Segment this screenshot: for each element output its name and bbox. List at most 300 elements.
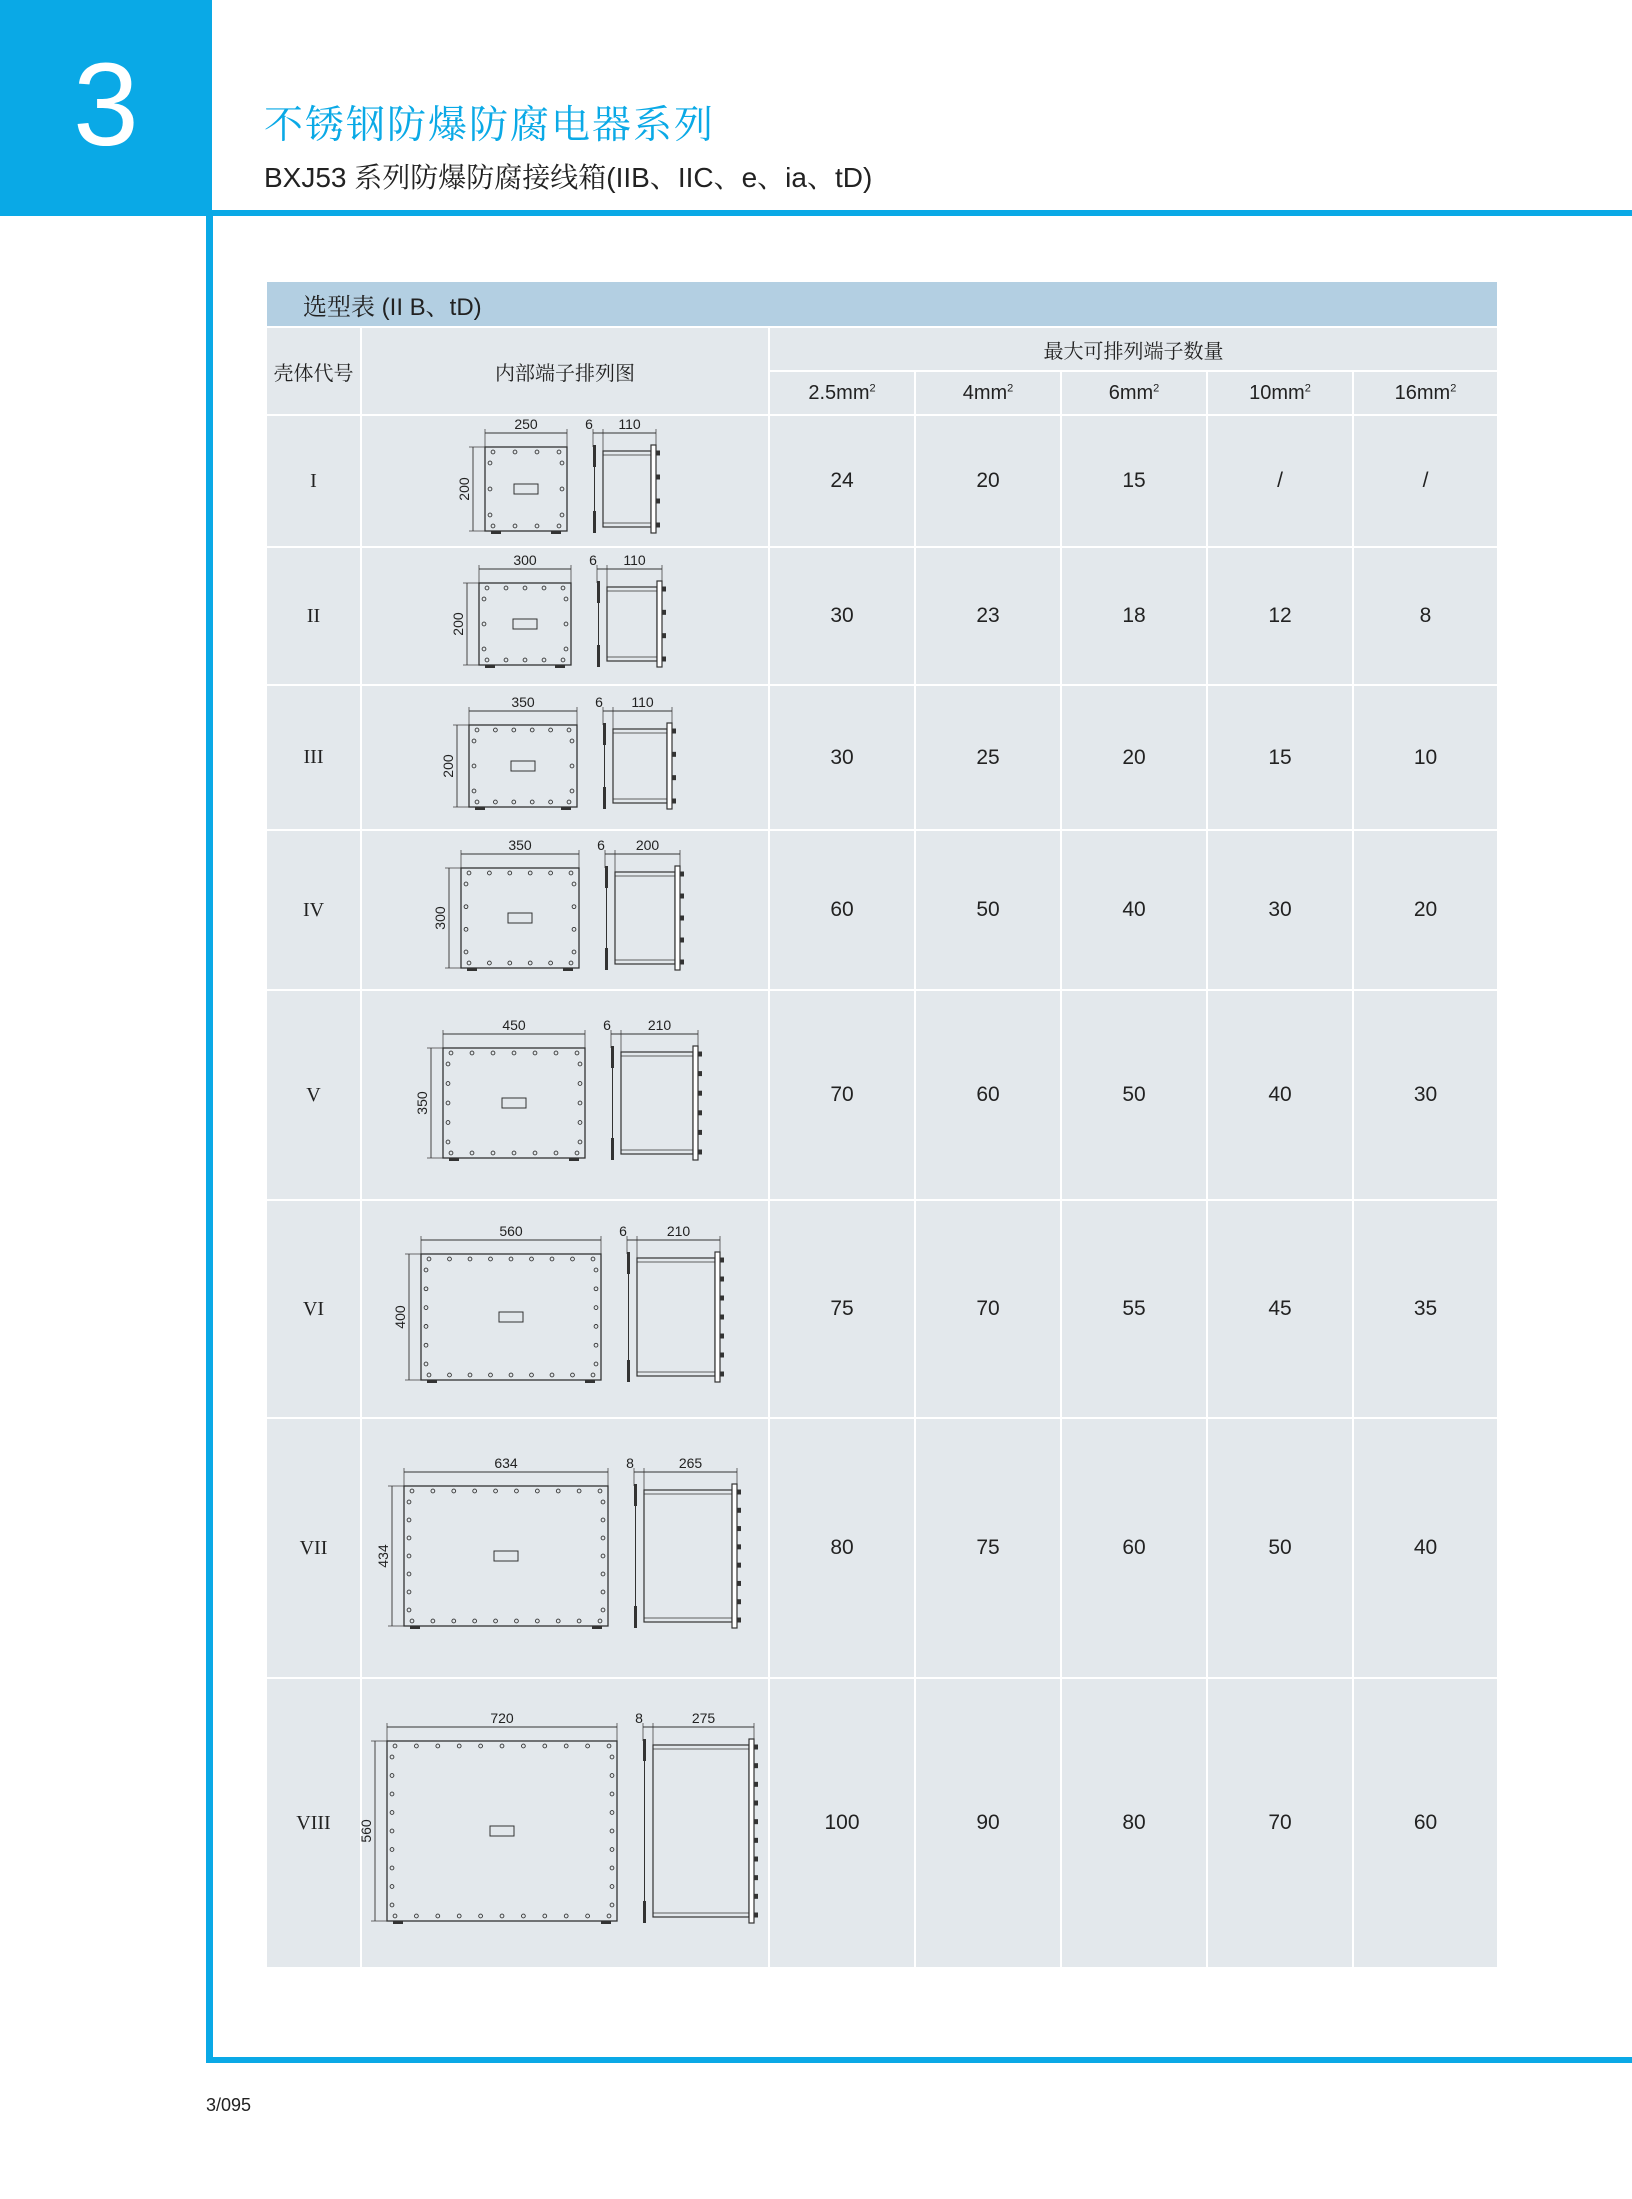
bolt-hole <box>448 1257 452 1261</box>
side-bracket <box>603 723 606 745</box>
gap-dimension-label: 6 <box>589 552 597 568</box>
terminal-layout-cell <box>361 830 769 990</box>
left-rule <box>206 216 213 2062</box>
side-bracket <box>611 1046 614 1068</box>
terminal-quantity: 50 <box>915 830 1061 990</box>
terminal-layout-cell <box>361 547 769 685</box>
enclosure-code: IV <box>266 830 361 990</box>
bolt-hole <box>482 647 486 651</box>
width-dimension-label: 634 <box>494 1455 518 1471</box>
header-size <box>1353 371 1498 415</box>
terminal-quantity: 70 <box>915 1200 1061 1418</box>
bolt-hole <box>390 1829 394 1833</box>
terminal-quantity: 50 <box>1061 990 1207 1200</box>
cover-bolt-head <box>720 1258 724 1263</box>
enclosure-front-outline <box>387 1741 617 1921</box>
enclosure-code: VII <box>266 1418 361 1678</box>
enclosure-side-outline <box>653 1745 749 1917</box>
mounting-foot <box>601 1921 611 1924</box>
bolt-hole <box>601 1554 605 1558</box>
bolt-hole <box>482 622 486 626</box>
bolt-hole <box>557 524 561 528</box>
bolt-hole <box>564 1914 568 1918</box>
size-exponent: 2 <box>1450 381 1457 394</box>
cover-bolt-head <box>737 1599 741 1604</box>
bolt-hole <box>491 524 495 528</box>
terminal-quantity: 10 <box>1353 685 1498 830</box>
enclosure-code: V <box>266 990 361 1200</box>
bolt-hole <box>390 1848 394 1852</box>
bolt-hole <box>535 524 539 528</box>
bolt-hole <box>472 789 476 793</box>
depth-dimension-label: 210 <box>647 1017 672 1033</box>
depth-dimension-label: 265 <box>678 1455 703 1471</box>
bolt-hole <box>494 1489 498 1493</box>
bolt-hole <box>407 1554 411 1558</box>
terminal-layout-diagram <box>363 992 767 1198</box>
cover-bolt-head <box>662 657 666 662</box>
size-exponent: 2 <box>1304 381 1311 394</box>
bolt-hole <box>607 1914 611 1918</box>
terminal-layout-diagram <box>363 1202 767 1416</box>
side-bracket <box>627 1252 630 1274</box>
cover-bolt-head <box>720 1372 724 1377</box>
side-bracket <box>597 645 600 667</box>
cover-flange <box>667 723 672 809</box>
bolt-hole <box>488 461 492 465</box>
terminal-layout-diagram <box>363 687 767 828</box>
width-dimension-label: 560 <box>499 1223 523 1239</box>
bolt-hole <box>410 1489 414 1493</box>
cover-bolt-head <box>656 523 660 528</box>
bolt-hole <box>467 961 471 965</box>
bolt-hole <box>569 871 573 875</box>
nameplate-slot <box>494 1551 518 1561</box>
table-row <box>266 415 1498 547</box>
bolt-hole <box>564 597 568 601</box>
bolt-hole <box>591 1257 595 1261</box>
width-dimension-label: 720 <box>490 1710 514 1726</box>
cover-bolt-head <box>662 587 666 592</box>
bolt-hole <box>491 1051 495 1055</box>
bolt-hole <box>446 1140 450 1144</box>
bolt-hole <box>549 961 553 965</box>
bolt-hole <box>578 1062 582 1066</box>
bolt-hole <box>479 1914 483 1918</box>
cover-bolt-head <box>754 1801 758 1806</box>
mounting-foot <box>491 531 501 534</box>
cover-bolt-head <box>680 894 684 899</box>
bolt-hole <box>468 1257 472 1261</box>
bolt-hole <box>543 1744 547 1748</box>
bolt-hole <box>452 1619 456 1623</box>
bolt-hole <box>610 1885 614 1889</box>
bolt-hole <box>427 1373 431 1377</box>
bolt-hole <box>512 800 516 804</box>
mounting-foot <box>585 1380 595 1383</box>
side-bracket <box>627 1360 630 1382</box>
bolt-hole <box>564 1744 568 1748</box>
side-bracket <box>603 787 606 809</box>
cover-bolt-head <box>754 1745 758 1750</box>
terminal-layout-cell <box>361 685 769 830</box>
header-rule <box>212 210 1632 216</box>
depth-dimension-label: 110 <box>631 694 654 710</box>
bolt-hole <box>570 764 574 768</box>
cover-bolt-head <box>698 1052 702 1057</box>
header-code: 壳体代号 <box>266 327 361 415</box>
bolt-hole <box>508 961 512 965</box>
bolt-hole <box>494 728 498 732</box>
bolt-hole <box>598 1489 602 1493</box>
bolt-hole <box>446 1082 450 1086</box>
bolt-hole <box>535 1489 539 1493</box>
side-bracket <box>643 1739 646 1761</box>
terminal-quantity: 35 <box>1353 1200 1498 1418</box>
bolt-hole <box>500 1744 504 1748</box>
product-subtitle: BXJ53 系列防爆防腐接线箱(IIB、IIC、e、ia、tD) <box>264 162 873 193</box>
cover-bolt-head <box>737 1563 741 1568</box>
enclosure-code: I <box>266 415 361 547</box>
terminal-quantity: 15 <box>1207 685 1353 830</box>
height-dimension-label: 560 <box>358 1819 374 1843</box>
cover-bolt-head <box>672 775 676 780</box>
bolt-hole <box>567 728 571 732</box>
bolt-hole <box>515 1489 519 1493</box>
terminal-quantity: 20 <box>1061 685 1207 830</box>
terminal-quantity: 90 <box>915 1678 1061 1968</box>
size-exponent: 2 <box>1007 381 1014 394</box>
bolt-hole <box>468 1373 472 1377</box>
bolt-hole <box>610 1866 614 1870</box>
terminal-quantity: 60 <box>1061 1418 1207 1678</box>
bolt-hole <box>577 1619 581 1623</box>
terminal-quantity: 20 <box>1353 830 1498 990</box>
bolt-hole <box>449 1051 453 1055</box>
bolt-hole <box>610 1774 614 1778</box>
bolt-hole <box>554 1051 558 1055</box>
gap-dimension-label: 8 <box>635 1710 643 1726</box>
bolt-hole <box>601 1572 605 1576</box>
gap-dimension-label: 6 <box>585 416 593 432</box>
bolt-hole <box>424 1306 428 1310</box>
table-row <box>266 990 1498 1200</box>
bolt-hole <box>427 1257 431 1261</box>
bolt-hole <box>535 450 539 454</box>
bolt-hole <box>475 728 479 732</box>
cover-flange <box>749 1739 754 1923</box>
bolt-hole <box>509 1257 513 1261</box>
cover-bolt-head <box>672 729 676 734</box>
bolt-hole <box>424 1287 428 1291</box>
terminal-quantity: 12 <box>1207 547 1353 685</box>
bolt-hole <box>575 1151 579 1155</box>
cover-bolt-head <box>680 916 684 921</box>
cover-bolt-head <box>672 799 676 804</box>
side-bracket <box>643 1901 646 1923</box>
terminal-quantity: 30 <box>1207 830 1353 990</box>
bolt-hole <box>470 1051 474 1055</box>
depth-dimension-label: 275 <box>691 1710 716 1726</box>
cover-bolt-head <box>720 1277 724 1282</box>
bolt-hole <box>594 1362 598 1366</box>
bolt-hole <box>415 1744 419 1748</box>
bolt-hole <box>508 871 512 875</box>
cover-bolt-head <box>754 1875 758 1880</box>
enclosure-code: III <box>266 685 361 830</box>
bolt-hole <box>575 1051 579 1055</box>
terminal-quantity: 75 <box>915 1418 1061 1678</box>
bolt-hole <box>572 882 576 886</box>
bolt-hole <box>610 1811 614 1815</box>
nameplate-slot <box>508 913 532 923</box>
side-bracket <box>597 581 600 603</box>
bolt-hole <box>479 1744 483 1748</box>
bolt-hole <box>610 1903 614 1907</box>
bolt-hole <box>464 905 468 909</box>
bolt-hole <box>390 1755 394 1759</box>
nameplate-slot <box>511 761 535 771</box>
bolt-hole <box>601 1608 605 1612</box>
terminal-quantity: 24 <box>769 415 915 547</box>
height-dimension-label: 350 <box>414 1091 430 1115</box>
bolt-hole <box>512 728 516 732</box>
bolt-hole <box>550 1257 554 1261</box>
chapter-number: 3 <box>73 39 139 171</box>
bolt-hole <box>530 1257 534 1261</box>
bolt-hole <box>549 800 553 804</box>
mounting-foot <box>551 531 561 534</box>
terminal-layout-diagram <box>363 417 767 545</box>
table-caption: 选型表 (II B、tD) <box>266 281 1498 327</box>
terminal-quantity: 55 <box>1061 1200 1207 1418</box>
bolt-hole <box>448 1373 452 1377</box>
bolt-hole <box>561 658 565 662</box>
bolt-hole <box>569 961 573 965</box>
gap-dimension-label: 6 <box>595 694 603 710</box>
bolt-hole <box>485 586 489 590</box>
bolt-hole <box>446 1121 450 1125</box>
side-bracket <box>593 445 596 467</box>
size-base: 2.5mm <box>808 381 870 404</box>
enclosure-front-outline <box>479 583 571 665</box>
terminal-quantity: 50 <box>1207 1418 1353 1678</box>
enclosure-front-outline <box>485 447 567 531</box>
bolt-hole <box>560 513 564 517</box>
cover-bolt-head <box>698 1130 702 1135</box>
terminal-quantity: 45 <box>1207 1200 1353 1418</box>
bolt-hole <box>393 1744 397 1748</box>
bolt-hole <box>424 1343 428 1347</box>
cover-bolt-head <box>698 1110 702 1115</box>
cover-bolt-head <box>754 1913 758 1918</box>
bolt-hole <box>610 1848 614 1852</box>
side-bracket <box>611 1138 614 1160</box>
enclosure-side-outline <box>615 872 675 964</box>
bolt-hole <box>407 1590 411 1594</box>
bolt-hole <box>533 1151 537 1155</box>
bolt-hole <box>601 1500 605 1504</box>
terminal-quantity: 40 <box>1061 830 1207 990</box>
cover-bolt-head <box>680 938 684 943</box>
bolt-hole <box>578 1082 582 1086</box>
bolt-hole <box>564 647 568 651</box>
height-dimension-label: 200 <box>440 754 456 778</box>
bolt-hole <box>522 1914 526 1918</box>
bolt-hole <box>610 1829 614 1833</box>
footer-rule <box>206 2057 1632 2063</box>
enclosure-front-outline <box>461 868 579 968</box>
bolt-hole <box>410 1619 414 1623</box>
width-dimension-label: 450 <box>502 1017 526 1033</box>
bolt-hole <box>488 513 492 517</box>
enclosure-front-outline <box>421 1254 601 1380</box>
bolt-hole <box>543 1914 547 1918</box>
cover-flange <box>732 1484 737 1628</box>
bolt-hole <box>530 800 534 804</box>
bolt-hole <box>504 586 508 590</box>
bolt-hole <box>431 1489 435 1493</box>
bolt-hole <box>424 1362 428 1366</box>
cover-bolt-head <box>680 960 684 965</box>
size-exponent: 2 <box>1153 381 1160 394</box>
bolt-hole <box>504 658 508 662</box>
bolt-hole <box>393 1914 397 1918</box>
bolt-hole <box>457 1744 461 1748</box>
header-diagram: 内部端子排列图 <box>361 327 769 415</box>
gap-dimension-label: 6 <box>597 837 605 853</box>
cover-bolt-head <box>672 752 676 757</box>
cover-bolt-head <box>737 1508 741 1513</box>
bolt-hole <box>424 1325 428 1329</box>
cover-bolt-head <box>737 1581 741 1586</box>
terminal-quantity: 15 <box>1061 415 1207 547</box>
mounting-foot <box>467 968 477 971</box>
terminal-quantity: 60 <box>915 990 1061 1200</box>
bolt-hole <box>446 1101 450 1105</box>
header-size <box>1061 371 1207 415</box>
bolt-hole <box>610 1792 614 1796</box>
bolt-hole <box>570 789 574 793</box>
terminal-quantity: 8 <box>1353 547 1498 685</box>
enclosure-side-outline <box>607 587 657 661</box>
bolt-hole <box>594 1287 598 1291</box>
terminal-layout-cell <box>361 990 769 1200</box>
nameplate-slot <box>490 1826 514 1836</box>
height-dimension-label: 400 <box>392 1305 408 1329</box>
cover-bolt-head <box>754 1782 758 1787</box>
side-bracket <box>605 866 608 888</box>
bolt-hole <box>523 586 527 590</box>
bolt-hole <box>554 1151 558 1155</box>
cover-bolt-head <box>656 499 660 504</box>
bolt-hole <box>446 1062 450 1066</box>
width-dimension-label: 250 <box>514 416 538 432</box>
terminal-quantity: 70 <box>769 990 915 1200</box>
enclosure-front-outline <box>469 725 577 807</box>
terminal-layout-diagram <box>363 549 767 683</box>
bolt-hole <box>594 1343 598 1347</box>
bolt-hole <box>489 1373 493 1377</box>
mounting-foot <box>427 1380 437 1383</box>
bolt-hole <box>564 622 568 626</box>
size-base: 16mm <box>1394 381 1451 404</box>
side-bracket <box>634 1606 637 1628</box>
mounting-foot <box>410 1626 420 1629</box>
bolt-hole <box>407 1500 411 1504</box>
bolt-hole <box>542 586 546 590</box>
enclosure-code: II <box>266 547 361 685</box>
bolt-hole <box>542 658 546 662</box>
bolt-hole <box>472 764 476 768</box>
size-base: 10mm <box>1249 381 1305 404</box>
header-size <box>769 371 915 415</box>
gap-dimension-label: 6 <box>619 1223 627 1239</box>
terminal-quantity: 30 <box>769 685 915 830</box>
bolt-hole <box>528 871 532 875</box>
bolt-hole <box>512 1151 516 1155</box>
mounting-foot <box>592 1626 602 1629</box>
bolt-hole <box>390 1792 394 1796</box>
side-bracket <box>634 1484 637 1506</box>
bolt-hole <box>475 800 479 804</box>
page-number: 3/095 <box>206 2095 252 2115</box>
bolt-hole <box>467 871 471 875</box>
bolt-hole <box>488 961 492 965</box>
cover-bolt-head <box>698 1091 702 1096</box>
terminal-quantity: 30 <box>769 547 915 685</box>
enclosure-front-outline <box>443 1048 585 1158</box>
mounting-foot <box>485 665 495 668</box>
bolt-hole <box>500 1914 504 1918</box>
table-row <box>266 1418 1498 1678</box>
bolt-hole <box>578 1121 582 1125</box>
bolt-hole <box>530 1373 534 1377</box>
bolt-hole <box>601 1590 605 1594</box>
enclosure-code: VIII <box>266 1678 361 1968</box>
nameplate-slot <box>514 484 538 494</box>
bolt-hole <box>488 487 492 491</box>
bolt-hole <box>549 728 553 732</box>
side-bracket <box>605 948 608 970</box>
cover-bolt-head <box>737 1544 741 1549</box>
bolt-hole <box>570 739 574 743</box>
bolt-hole <box>567 800 571 804</box>
height-dimension-label: 434 <box>375 1544 391 1568</box>
cover-bolt-head <box>662 610 666 615</box>
terminal-quantity: / <box>1207 415 1353 547</box>
height-dimension-label: 300 <box>432 906 448 930</box>
bolt-hole <box>452 1489 456 1493</box>
bolt-hole <box>591 1373 595 1377</box>
bolt-hole <box>530 728 534 732</box>
width-dimension-label: 350 <box>508 837 532 853</box>
bolt-hole <box>473 1619 477 1623</box>
bolt-hole <box>572 905 576 909</box>
bolt-hole <box>549 871 553 875</box>
bolt-hole <box>494 1619 498 1623</box>
bolt-hole <box>594 1306 598 1310</box>
terminal-quantity: 40 <box>1207 990 1353 1200</box>
series-title: 不锈钢防爆防腐电器系列 <box>264 104 716 147</box>
bolt-hole <box>556 1619 560 1623</box>
bolt-hole <box>473 1489 477 1493</box>
bolt-hole <box>390 1885 394 1889</box>
bolt-hole <box>509 1373 513 1377</box>
bolt-hole <box>594 1268 598 1272</box>
terminal-quantity: 75 <box>769 1200 915 1418</box>
selection-table <box>265 280 1499 1969</box>
